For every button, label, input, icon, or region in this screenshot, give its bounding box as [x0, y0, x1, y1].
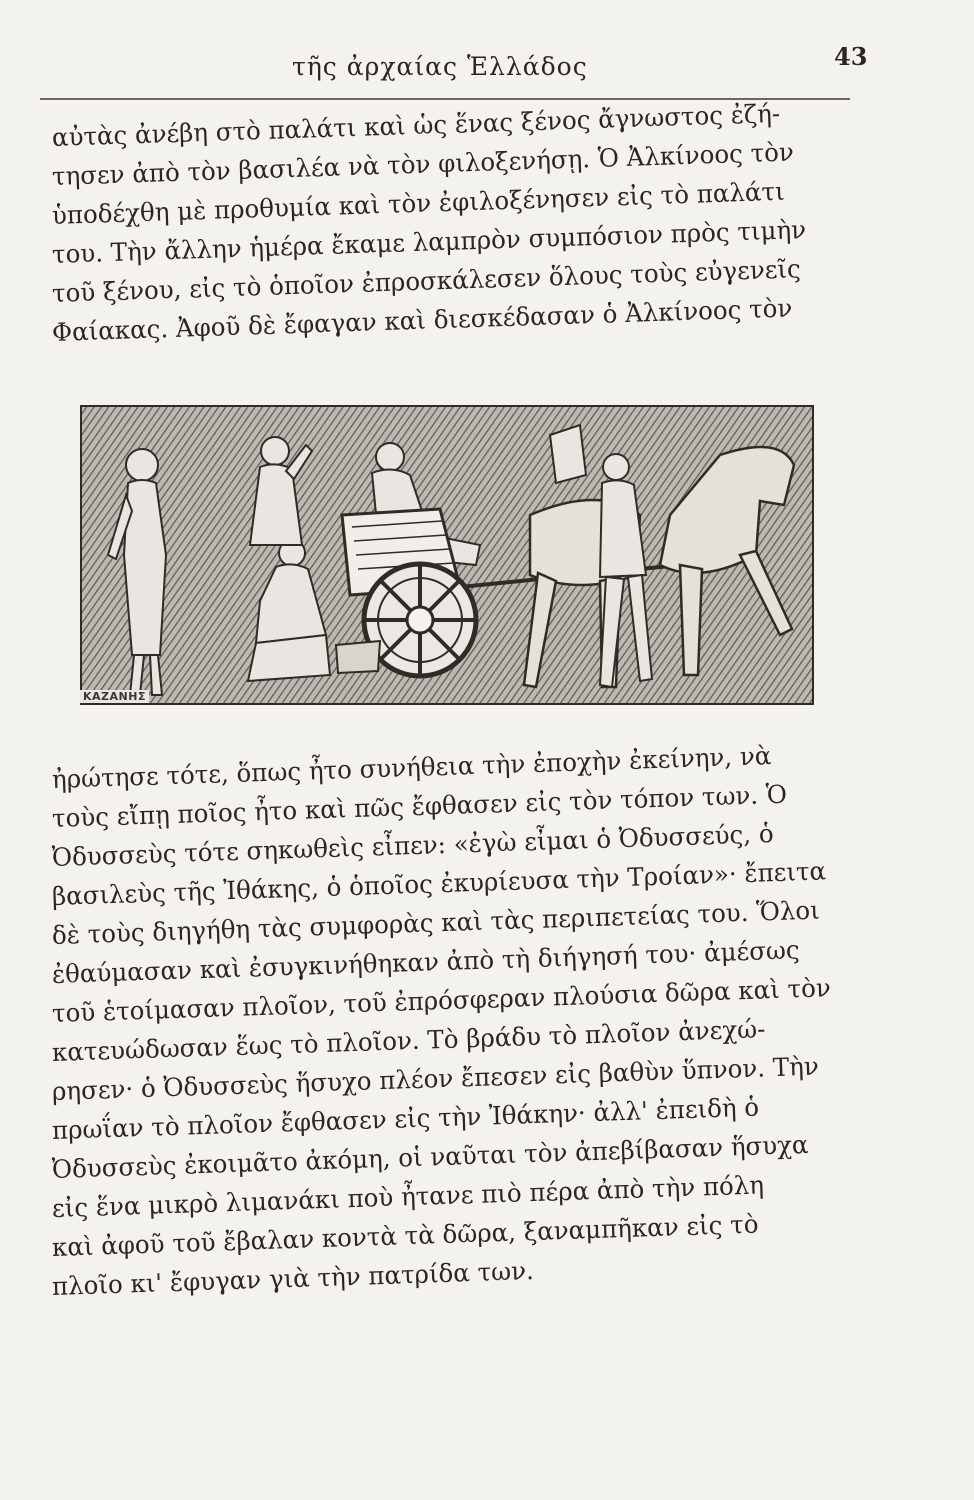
running-title: τῆς ἀρχαίας Ἑλλάδος	[292, 52, 588, 81]
text-line: τοῦ ξένου, εἰς τὸ ὁποῖον ἐπροσκάλεσεν ὅλους τοὺς εὐγενεῖς	[51, 254, 802, 308]
paragraph-bottom	[51, 741, 872, 1306]
text-line: τοῦ ἑτοίμασαν πλοῖον, τοῦ ἐπρόσφεραν πλούσια δῶρα καὶ τὸν	[51, 973, 832, 1028]
text-line: βασιλεὺς τῆς Ἰθάκης, ὁ ὁποῖος ἐκυρίευσα τὴν Τροίαν»· ἔπειτα	[51, 856, 827, 911]
paragraph-top	[51, 98, 872, 352]
text-line: καὶ ἀφοῦ τοῦ ἔβαλαν κοντὰ τὰ δῶρα, ξαναμπῆκαν εἰς τὸ	[51, 1209, 759, 1262]
page-number: 43	[834, 42, 868, 71]
text-line: ρησεν· ὁ Ὀδυσσεὺς ἥσυχο πλέον ἔπεσεν εἰς βαθὺν ὕπνον. Τὴν	[51, 1051, 820, 1106]
text-line: τησεν ἀπὸ τὸν βασιλέα νὰ τὸν φιλοξενήσῃ. Ὁ Ἀλκίνοος τὸν	[51, 137, 795, 191]
text-line: αὐτὰς ἀνέβη στὸ παλάτι καὶ ὡς ἕνας ξένος ἄγνωστος ἐζή-	[51, 98, 781, 152]
text-line: πλοῖο κι' ἔφυγαν γιὰ τὴν πατρίδα των.	[51, 1256, 535, 1301]
text-line: πρωΐαν τὸ πλοῖον ἔφθασεν εἰς τὴν Ἰθάκην· ἀλλ' ἐπειδὴ ὁ	[51, 1092, 760, 1145]
text-line: τοὺς εἴπῃ ποῖος ἦτο καὶ πῶς ἔφθασεν εἰς τὸν τόπον των. Ὁ	[51, 779, 788, 833]
text-line: Φαίακας. Ἀφοῦ δὲ ἔφαγαν καὶ διεσκέδασαν ὁ Ἀλκίνοος τὸν	[51, 293, 793, 347]
text-line: εἰς ἕνα μικρὸ λιμανάκι ποὺ ἦτανε πιὸ πέρα ἀπὸ τὴν πόλη	[51, 1170, 765, 1223]
text-line: κατευώδωσαν ἕως τὸ πλοῖον. Τὸ βράδυ τὸ πλοῖον ἀνεχώ-	[51, 1014, 766, 1067]
text-line: ὑποδέχθη μὲ προθυμία καὶ τὸν ἐφιλοξένησεν εἰς τὸ παλάτι	[51, 176, 786, 230]
text-line: δὲ τοὺς διηγήθη τὰς συμφορὰς καὶ τὰς περιπετείας του. Ὅλοι	[51, 895, 821, 950]
chariot-relief-illustration	[80, 405, 814, 705]
text-line: του. Τὴν ἄλλην ἡμέρα ἔκαμε λαμπρὸν συμπόσιον πρὸς τιμὴν	[51, 214, 807, 269]
text-line: Ὀδυσσεὺς ἐκοιμᾶτο ἀκόμη, οἱ ναῦται τὸν ἀπεβίβασαν ἥσυχα	[51, 1129, 809, 1184]
chariot-relief-icon	[80, 405, 814, 705]
page-header	[40, 40, 868, 100]
text-line: ἠρώτησε τότε, ὅπως ἦτο συνήθεια τὴν ἐποχὴν ἐκείνην, νὰ	[51, 741, 772, 794]
text-line: ἐθαύμασαν καὶ ἐσυγκινήθηκαν ἀπὸ τὴ διήγησή του· ἀμέσως	[51, 935, 801, 989]
text-line: Ὀδυσσεὺς τότε σηκωθεὶς εἶπεν: «ἐγὼ εἶμαι ὁ Ὀδυσσεύς, ὁ	[51, 819, 775, 872]
engraver-signature: ΚΑΖΑΝΗΣ	[80, 690, 149, 703]
